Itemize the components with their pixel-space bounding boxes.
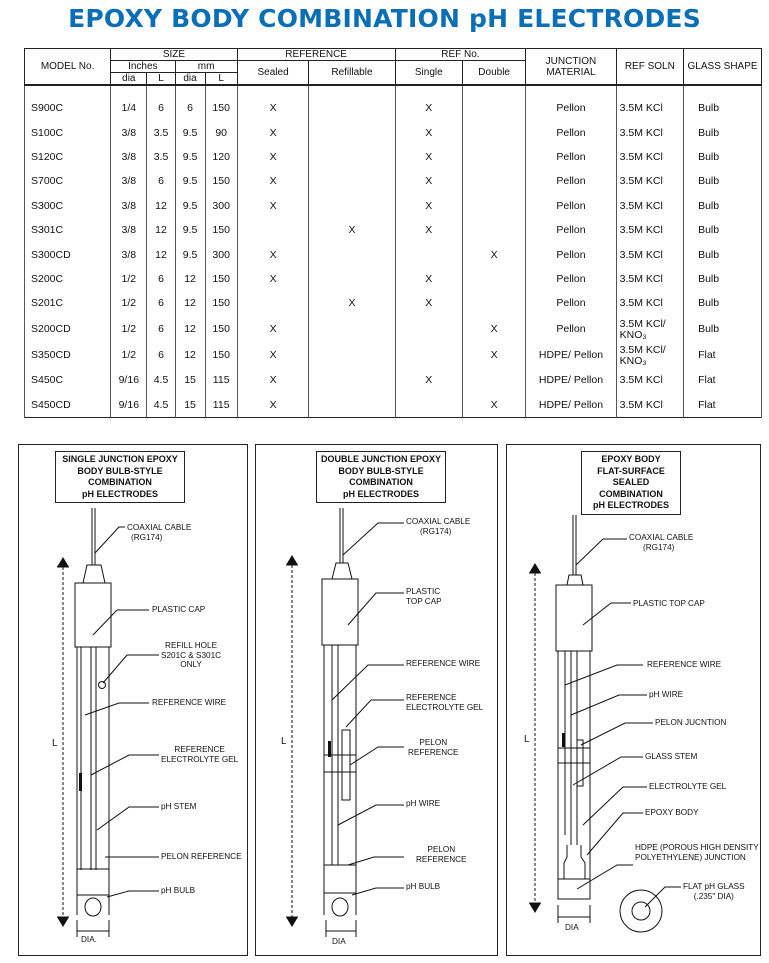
cell-junction: Pellon bbox=[526, 316, 616, 342]
diameter-label: DIA bbox=[332, 937, 346, 946]
cell-single: X bbox=[395, 120, 462, 144]
cell-inch-length: 6 bbox=[147, 169, 175, 193]
pelon-reference-lower-label: PELON REFERENCE bbox=[416, 845, 467, 864]
cell-sealed: X bbox=[237, 96, 309, 120]
table-row bbox=[25, 194, 762, 218]
cell-inch-length: 4.5 bbox=[147, 393, 175, 418]
cell-double bbox=[463, 96, 526, 120]
table-row bbox=[25, 96, 762, 120]
header-double: Double bbox=[463, 61, 526, 86]
cell-mm-dia: 15 bbox=[175, 368, 205, 392]
cell-mm-length: 150 bbox=[205, 96, 237, 120]
coax-cable-label: COAXIAL CABLE (RG174) bbox=[406, 517, 471, 536]
cell-sealed: X bbox=[237, 368, 309, 392]
cell-refillable bbox=[309, 120, 395, 144]
table-row bbox=[25, 169, 762, 193]
cell-refillable: X bbox=[309, 218, 395, 242]
plastic-top-cap-label: PLASTIC TOP CAP bbox=[406, 587, 442, 606]
cell-inch-length: 3.5 bbox=[147, 120, 175, 144]
cell-double: X bbox=[463, 242, 526, 266]
cell-glass-shape: Flat bbox=[684, 368, 762, 392]
cell-ref-soln: 3.5M KCl/ KNO₃ bbox=[616, 316, 683, 342]
cell-double bbox=[463, 145, 526, 169]
header-spacer-row bbox=[25, 85, 762, 96]
cell-inch-dia: 3/8 bbox=[111, 145, 147, 169]
table-row bbox=[25, 242, 762, 266]
cell-inch-dia: 1/2 bbox=[111, 291, 147, 315]
cell-junction: HDPE/ Pellon bbox=[526, 393, 616, 418]
cell-refillable bbox=[309, 194, 395, 218]
ph-wire-label: pH WIRE bbox=[406, 799, 441, 808]
cell-mm-dia: 12 bbox=[175, 291, 205, 315]
cell-double bbox=[463, 218, 526, 242]
cell-refillable bbox=[309, 96, 395, 120]
cell-refillable bbox=[309, 145, 395, 169]
cell-sealed: X bbox=[237, 316, 309, 342]
cell-double bbox=[463, 267, 526, 291]
flat-surface-electrode-drawing bbox=[507, 445, 760, 955]
cell-single bbox=[395, 342, 462, 368]
cell-sealed: X bbox=[237, 242, 309, 266]
cell-inch-length: 12 bbox=[147, 194, 175, 218]
coax-cable-label: COAXIAL CABLE (RG174) bbox=[629, 533, 694, 552]
cell-mm-dia: 12 bbox=[175, 342, 205, 368]
header-size: SIZE bbox=[111, 49, 238, 61]
cell-mm-length: 90 bbox=[205, 120, 237, 144]
cell-glass-shape: Bulb bbox=[684, 267, 762, 291]
electrolyte-gel-label: ELECTROLYTE GEL bbox=[649, 782, 727, 791]
cell-refillable bbox=[309, 342, 395, 368]
cell-mm-dia: 12 bbox=[175, 316, 205, 342]
cell-mm-dia: 9.5 bbox=[175, 169, 205, 193]
cell-refillable bbox=[309, 169, 395, 193]
header-mm-dia: dia bbox=[175, 73, 205, 86]
cell-ref-soln: 3.5M KCl/ KNO₃ bbox=[616, 342, 683, 368]
cell-mm-length: 150 bbox=[205, 291, 237, 315]
cell-mm-length: 115 bbox=[205, 368, 237, 392]
cell-ref-soln: 3.5M KCl bbox=[616, 368, 683, 392]
header-glass-shape: GLASS SHAPE bbox=[684, 49, 762, 86]
cell-single: X bbox=[395, 145, 462, 169]
cell-inch-length: 3.5 bbox=[147, 145, 175, 169]
cell-model: S700C bbox=[25, 169, 111, 193]
cell-inch-length: 6 bbox=[147, 342, 175, 368]
cell-double bbox=[463, 169, 526, 193]
cell-double bbox=[463, 120, 526, 144]
cell-model: S900C bbox=[25, 96, 111, 120]
ph-stem-label: pH STEM bbox=[161, 802, 197, 811]
cell-junction: Pellon bbox=[526, 291, 616, 315]
cell-double: X bbox=[463, 342, 526, 368]
cell-inch-length: 12 bbox=[147, 218, 175, 242]
cell-junction: Pellon bbox=[526, 145, 616, 169]
cell-inch-dia: 9/16 bbox=[111, 368, 147, 392]
header-inches: Inches bbox=[111, 61, 175, 73]
cell-sealed: X bbox=[237, 267, 309, 291]
glass-stem-label: GLASS STEM bbox=[645, 752, 698, 761]
cell-inch-dia: 3/8 bbox=[111, 194, 147, 218]
cell-sealed: X bbox=[237, 342, 309, 368]
cell-inch-dia: 1/2 bbox=[111, 316, 147, 342]
electrolyte-gel-label: REFERENCE ELECTROLYTE GEL bbox=[406, 693, 484, 712]
cell-junction: Pellon bbox=[526, 242, 616, 266]
cell-junction: Pellon bbox=[526, 96, 616, 120]
cell-inch-length: 12 bbox=[147, 242, 175, 266]
cell-ref-soln: 3.5M KCl bbox=[616, 291, 683, 315]
table-row bbox=[25, 120, 762, 144]
cell-model: S450C bbox=[25, 368, 111, 392]
cell-mm-length: 300 bbox=[205, 194, 237, 218]
table-row bbox=[25, 218, 762, 242]
length-label: L bbox=[281, 736, 287, 747]
cell-glass-shape: Bulb bbox=[684, 169, 762, 193]
header-sealed: Sealed bbox=[237, 61, 309, 86]
cell-double bbox=[463, 368, 526, 392]
double-junction-diagram-panel bbox=[255, 444, 498, 956]
cell-ref-soln: 3.5M KCl bbox=[616, 145, 683, 169]
pelon-reference-label: PELON REFERENCE bbox=[161, 852, 242, 861]
cell-inch-dia: 3/8 bbox=[111, 242, 147, 266]
cell-single: X bbox=[395, 169, 462, 193]
length-label: L bbox=[524, 734, 530, 745]
cell-junction: Pellon bbox=[526, 218, 616, 242]
cell-refillable bbox=[309, 368, 395, 392]
cell-model: S350CD bbox=[25, 342, 111, 368]
cell-mm-length: 150 bbox=[205, 218, 237, 242]
cell-single: X bbox=[395, 194, 462, 218]
cell-mm-dia: 6 bbox=[175, 96, 205, 120]
cell-junction: HDPE/ Pellon bbox=[526, 368, 616, 392]
cell-double: X bbox=[463, 316, 526, 342]
cell-mm-length: 120 bbox=[205, 145, 237, 169]
cell-glass-shape: Bulb bbox=[684, 145, 762, 169]
reference-wire-label: REFERENCE WIRE bbox=[647, 660, 722, 669]
header-ref-no: REF No. bbox=[395, 49, 526, 61]
table-row bbox=[25, 342, 762, 368]
single-junction-diagram-panel bbox=[18, 444, 248, 956]
cell-junction: Pellon bbox=[526, 267, 616, 291]
table-row bbox=[25, 316, 762, 342]
cell-mm-dia: 9.5 bbox=[175, 242, 205, 266]
cell-inch-length: 6 bbox=[147, 267, 175, 291]
cell-inch-dia: 3/8 bbox=[111, 120, 147, 144]
cell-single: X bbox=[395, 218, 462, 242]
cell-model: S450CD bbox=[25, 393, 111, 418]
electrolyte-gel-label: REFERENCE ELECTROLYTE GEL bbox=[161, 745, 239, 764]
table-row bbox=[25, 267, 762, 291]
header-mm: mm bbox=[175, 61, 237, 73]
cell-glass-shape: Bulb bbox=[684, 218, 762, 242]
cell-refillable: X bbox=[309, 291, 395, 315]
cell-junction: Pellon bbox=[526, 120, 616, 144]
cell-ref-soln: 3.5M KCl bbox=[616, 267, 683, 291]
cell-inch-dia: 1/2 bbox=[111, 267, 147, 291]
page-title: EPOXY BODY COMBINATION pH ELECTRODES bbox=[68, 4, 701, 33]
electrode-spec-table bbox=[24, 48, 762, 418]
cell-refillable bbox=[309, 267, 395, 291]
refill-hole-label: REFILL HOLE S201C & S301C ONLY bbox=[161, 641, 222, 669]
cell-inch-dia: 1/4 bbox=[111, 96, 147, 120]
cell-sealed: X bbox=[237, 120, 309, 144]
cell-glass-shape: Flat bbox=[684, 393, 762, 418]
header-mm-l: L bbox=[205, 73, 237, 86]
double-junction-caption: DOUBLE JUNCTION EPOXY BODY BULB-STYLE COMBINATION pH ELECTRODES bbox=[316, 451, 446, 503]
flat-surface-diagram-panel bbox=[506, 444, 761, 956]
reference-wire-label: REFERENCE WIRE bbox=[406, 659, 481, 668]
cell-single bbox=[395, 242, 462, 266]
header-model: MODEL No. bbox=[25, 49, 111, 86]
epoxy-body-label: EPOXY BODY bbox=[645, 808, 699, 817]
coax-cable-label: COAXIAL CABLE (RG174) bbox=[127, 523, 192, 542]
cell-junction: Pellon bbox=[526, 169, 616, 193]
cell-sealed: X bbox=[237, 145, 309, 169]
cell-ref-soln: 3.5M KCl bbox=[616, 96, 683, 120]
table-row bbox=[25, 145, 762, 169]
cell-ref-soln: 3.5M KCl bbox=[616, 169, 683, 193]
cell-single bbox=[395, 316, 462, 342]
table-row bbox=[25, 393, 762, 418]
cell-refillable bbox=[309, 393, 395, 418]
header-reference: REFERENCE bbox=[237, 49, 395, 61]
cell-model: S300C bbox=[25, 194, 111, 218]
cell-mm-length: 150 bbox=[205, 169, 237, 193]
table-row bbox=[25, 291, 762, 315]
diameter-label: DIA bbox=[565, 923, 579, 932]
cell-single: X bbox=[395, 368, 462, 392]
cell-glass-shape: Bulb bbox=[684, 242, 762, 266]
cell-ref-soln: 3.5M KCl bbox=[616, 120, 683, 144]
cell-mm-dia: 15 bbox=[175, 393, 205, 418]
cell-inch-dia: 3/8 bbox=[111, 218, 147, 242]
cell-mm-dia: 9.5 bbox=[175, 120, 205, 144]
reference-wire-label: REFERENCE WIRE bbox=[152, 698, 227, 707]
cell-inch-length: 4.5 bbox=[147, 368, 175, 392]
header-single: Single bbox=[395, 61, 462, 86]
cell-mm-length: 150 bbox=[205, 342, 237, 368]
cell-single: X bbox=[395, 96, 462, 120]
cell-double: X bbox=[463, 393, 526, 418]
cell-glass-shape: Bulb bbox=[684, 96, 762, 120]
cell-glass-shape: Bulb bbox=[684, 291, 762, 315]
single-junction-caption: SINGLE JUNCTION EPOXY BODY BULB-STYLE COMBINATION pH ELECTRODES bbox=[55, 451, 185, 503]
cell-sealed: X bbox=[237, 194, 309, 218]
cell-single: X bbox=[395, 267, 462, 291]
header-inch-dia: dia bbox=[111, 73, 147, 86]
cell-mm-length: 300 bbox=[205, 242, 237, 266]
plastic-cap-label: PLASTIC CAP bbox=[152, 605, 206, 614]
cell-sealed: X bbox=[237, 169, 309, 193]
cell-junction: Pellon bbox=[526, 194, 616, 218]
cell-mm-length: 150 bbox=[205, 316, 237, 342]
cell-sealed: X bbox=[237, 393, 309, 418]
pelon-reference-label: PELON REFERENCE bbox=[408, 738, 459, 757]
cell-model: S100C bbox=[25, 120, 111, 144]
pelon-junction-label: PELON JUCNTION bbox=[655, 718, 727, 727]
header-refillable: Refillable bbox=[309, 61, 395, 86]
flat-ph-glass-label: FLAT pH GLASS (.235" DIA) bbox=[683, 882, 745, 901]
header-inch-l: L bbox=[147, 73, 175, 86]
cell-glass-shape: Bulb bbox=[684, 194, 762, 218]
cell-refillable bbox=[309, 242, 395, 266]
cell-inch-length: 6 bbox=[147, 316, 175, 342]
cell-ref-soln: 3.5M KCl bbox=[616, 218, 683, 242]
cell-sealed bbox=[237, 291, 309, 315]
cell-mm-dia: 9.5 bbox=[175, 145, 205, 169]
cell-single: X bbox=[395, 291, 462, 315]
cell-model: S300CD bbox=[25, 242, 111, 266]
cell-ref-soln: 3.5M KCl bbox=[616, 194, 683, 218]
cell-double bbox=[463, 291, 526, 315]
cell-model: S200C bbox=[25, 267, 111, 291]
length-label: L bbox=[52, 738, 58, 749]
ph-bulb-label: pH BULB bbox=[406, 882, 441, 891]
cell-mm-dia: 9.5 bbox=[175, 218, 205, 242]
cell-inch-length: 6 bbox=[147, 291, 175, 315]
cell-sealed bbox=[237, 218, 309, 242]
cell-mm-length: 150 bbox=[205, 267, 237, 291]
ph-bulb-label: pH BULB bbox=[161, 886, 196, 895]
cell-model: S301C bbox=[25, 218, 111, 242]
cell-inch-length: 6 bbox=[147, 96, 175, 120]
cell-glass-shape: Flat bbox=[684, 342, 762, 368]
header-ref-soln: REF SOLN bbox=[616, 49, 683, 86]
cell-glass-shape: Bulb bbox=[684, 316, 762, 342]
cell-inch-dia: 1/2 bbox=[111, 342, 147, 368]
hdpe-junction-label: HDPE (POROUS HIGH DENSITY POLYETHYLENE) JUNCTION bbox=[635, 843, 759, 862]
cell-ref-soln: 3.5M KCl bbox=[616, 393, 683, 418]
diameter-label: DIA. bbox=[81, 935, 97, 944]
cell-model: S120C bbox=[25, 145, 111, 169]
cell-mm-dia: 12 bbox=[175, 267, 205, 291]
cell-model: S201C bbox=[25, 291, 111, 315]
cell-model: S200CD bbox=[25, 316, 111, 342]
flat-surface-caption: EPOXY BODY FLAT-SURFACE SEALED COMBINATION pH ELECTRODES bbox=[581, 451, 681, 515]
cell-mm-length: 115 bbox=[205, 393, 237, 418]
cell-inch-dia: 9/16 bbox=[111, 393, 147, 418]
ph-wire-label: pH WIRE bbox=[649, 690, 684, 699]
cell-mm-dia: 9.5 bbox=[175, 194, 205, 218]
table-row bbox=[25, 368, 762, 392]
cell-double bbox=[463, 194, 526, 218]
plastic-top-cap-label: PLASTIC TOP CAP bbox=[633, 599, 705, 608]
header-junction: JUNCTION MATERIAL bbox=[526, 49, 616, 86]
cell-ref-soln: 3.5M KCl bbox=[616, 242, 683, 266]
cell-inch-dia: 3/8 bbox=[111, 169, 147, 193]
cell-junction: HDPE/ Pellon bbox=[526, 342, 616, 368]
cell-glass-shape: Bulb bbox=[684, 120, 762, 144]
cell-refillable bbox=[309, 316, 395, 342]
cell-single bbox=[395, 393, 462, 418]
